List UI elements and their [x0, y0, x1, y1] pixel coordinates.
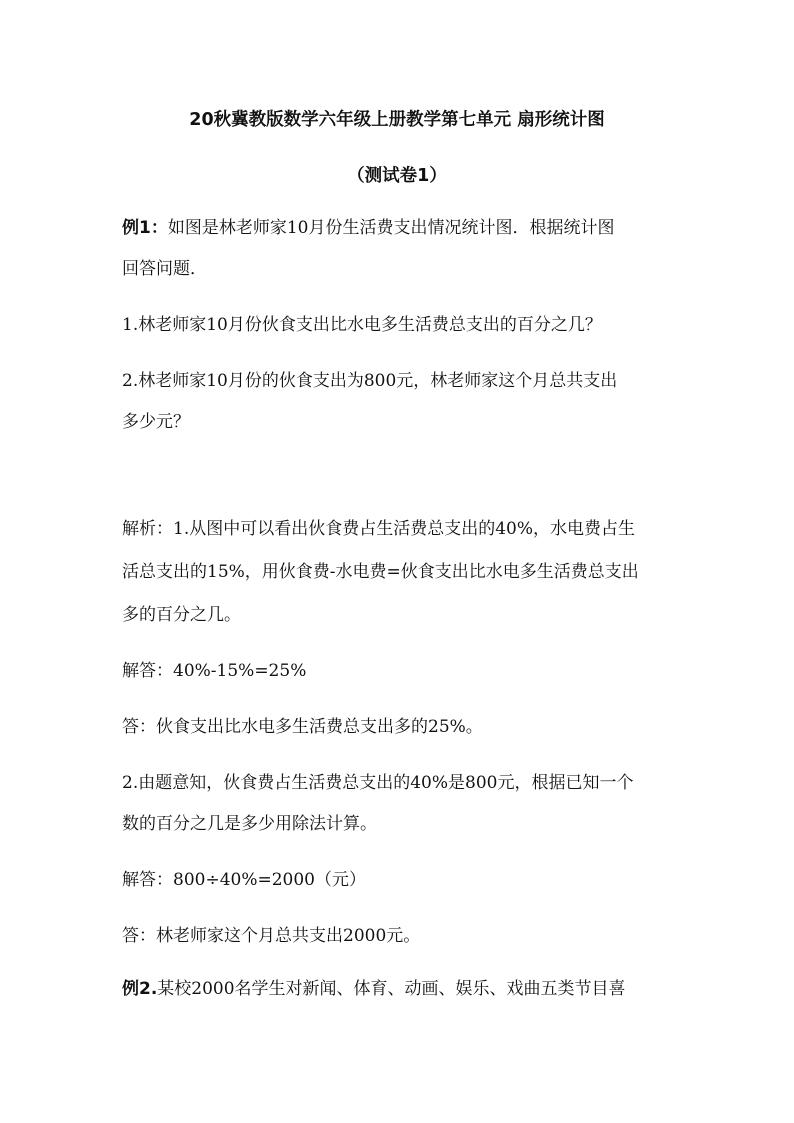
example1-label: 例1： [122, 218, 168, 238]
question-1: 1.林老师家10月份伙食支出比水电多生活费总支出的百分之几？ [122, 315, 602, 335]
document-subtitle: （测试卷1） [347, 166, 447, 186]
analysis-1-line1: 解析：1.从图中可以看出伙食费占生活费总支出的40%，水电费占生 [122, 519, 636, 539]
analysis-1-line3: 多的百分之几。 [122, 605, 241, 625]
example1-intro-line1: 例1：如图是林老师家10月份生活费支出情况统计图．根据统计图 [122, 218, 615, 238]
document-title: 20秋冀教版数学六年级上册教学第七单元 扇形统计图 [189, 110, 605, 130]
solution-2: 解答：800÷40%=2000（元） [122, 870, 366, 890]
example2-label: 例2. [122, 979, 158, 999]
example2-line1: 例2.某校2000名学生对新闻、体育、动画、娱乐、戏曲五类节目喜 [122, 979, 626, 999]
answer-2: 答：林老师家这个月总共支出2000元。 [122, 926, 421, 946]
analysis-2-line1: 2.由题意知，伙食费占生活费总支出的40%是800元，根据已知一个 [122, 773, 634, 793]
analysis-2-line2: 数的百分之几是多少用除法计算。 [122, 814, 377, 834]
analysis-1-line2: 活总支出的15%，用伙食费-水电费=伙食支出比水电多生活费总支出 [122, 562, 639, 582]
question-2-line1: 2.林老师家10月份的伙食支出为800元，林老师家这个月总共支出 [122, 371, 618, 391]
answer-1: 答：伙食支出比水电多生活费总支出多的25%。 [122, 717, 483, 737]
example1-intro-line2: 回答问题． [122, 259, 207, 279]
solution-1: 解答：40%-15%=25% [122, 661, 307, 681]
question-2-line2: 多少元？ [122, 412, 190, 432]
